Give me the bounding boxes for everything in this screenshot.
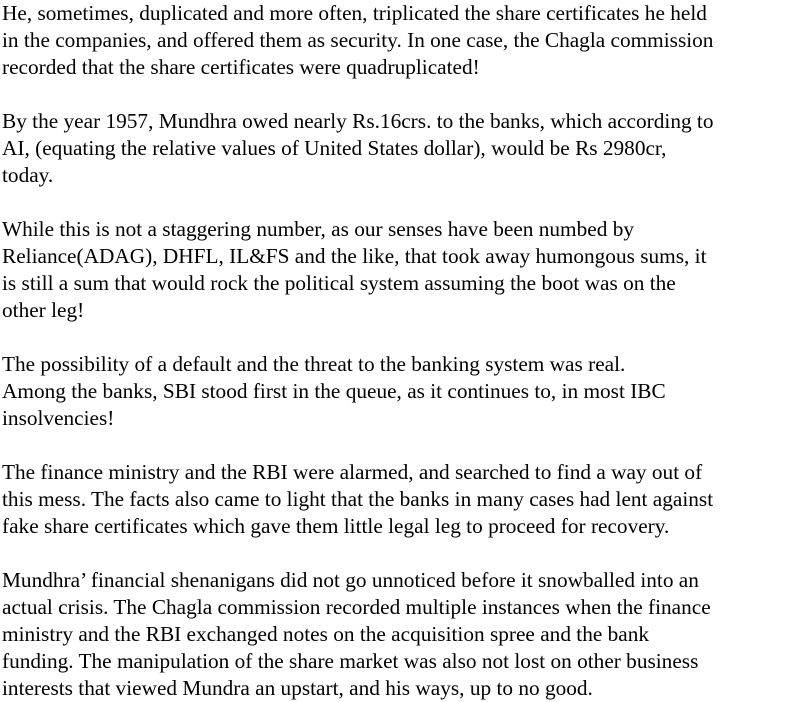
- paragraph-shenanigans: [2, 567, 783, 702]
- text-line: AI, (equating the relative values of United States dollar), would be Rs 2980cr,: [2, 136, 667, 160]
- paragraph-gap: [2, 81, 783, 108]
- text-line: today.: [2, 163, 54, 187]
- paragraph-share-certificates: [2, 0, 783, 81]
- paragraph-default-threat: [2, 351, 783, 432]
- text-line: Reliance(ADAG), DHFL, IL&FS and the like, that took away humongous sums, it: [2, 244, 707, 268]
- paragraph-comparison: [2, 216, 783, 324]
- paragraph-gap: [2, 432, 783, 459]
- text-line: Mundhra’ financial shenanigans did not go unnoticed before it snowballed into an: [2, 568, 699, 592]
- paragraph-gap: [2, 189, 783, 216]
- text-line: other leg!: [2, 298, 85, 322]
- text-line: While this is not a staggering number, as our senses have been numbed by: [2, 217, 634, 241]
- text-line: is still a sum that would rock the political system assuming the boot was on the: [2, 271, 676, 295]
- text-line: actual crisis. The Chagla commission recorded multiple instances when the finance: [2, 595, 711, 619]
- text-line: The finance ministry and the RBI were alarmed, and searched to find a way out of: [2, 460, 703, 484]
- text-line: recorded that the share certificates were quadruplicated!: [2, 55, 480, 79]
- text-line: By the year 1957, Mundhra owed nearly Rs.16crs. to the banks, which according to: [2, 109, 714, 133]
- text-line: fake share certificates which gave them little legal leg to proceed for recovery.: [2, 514, 670, 538]
- text-line: The possibility of a default and the threat to the banking system was real.: [2, 352, 626, 376]
- text-line: Among the banks, SBI stood first in the queue, as it continues to, in most IBC: [2, 379, 666, 403]
- text-line: He, sometimes, duplicated and more often, triplicated the share certificates he held: [2, 1, 707, 25]
- text-line: this mess. The facts also came to light that the banks in many cases had lent against: [2, 487, 714, 511]
- text-line: interests that viewed Mundra an upstart, and his ways, up to no good.: [2, 676, 593, 700]
- text-line: in the companies, and offered them as security. In one case, the Chagla commission: [2, 28, 714, 52]
- paragraph-ministry-alarm: [2, 459, 783, 540]
- paragraph-gap: [2, 324, 783, 351]
- paragraph-gap: [2, 540, 783, 567]
- text-line: insolvencies!: [2, 406, 115, 430]
- paragraph-bank-debt: [2, 108, 783, 189]
- text-line: funding. The manipulation of the share market was also not lost on other business: [2, 649, 699, 673]
- text-line: ministry and the RBI exchanged notes on the acquisition spree and the bank: [2, 622, 650, 646]
